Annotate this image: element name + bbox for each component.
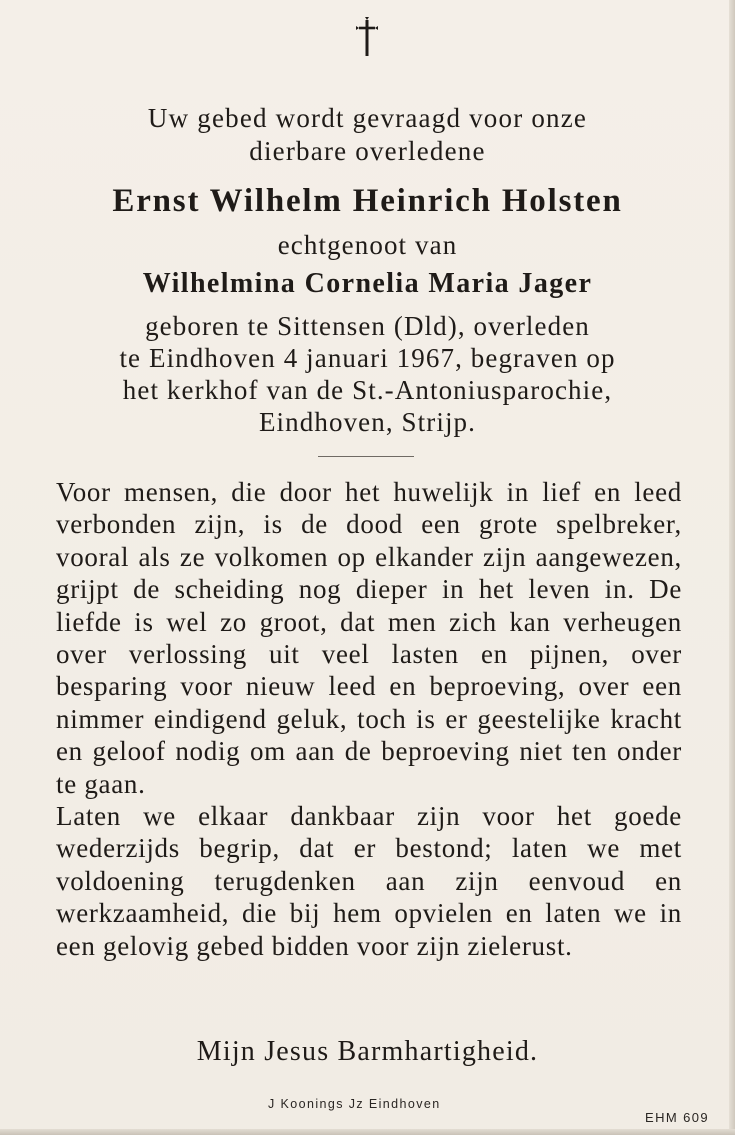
divider — [318, 456, 414, 457]
intro-line-1: Uw gebed wordt gevraagd voor onze — [147, 103, 588, 133]
printer-credit: J Koonings Jz Eindhoven — [268, 1097, 441, 1111]
deceased-name: Ernst Wilhelm Heinrich Holsten — [112, 183, 623, 219]
details-line-2: te Eindhoven 4 januari 1967, begraven op — [119, 343, 616, 373]
closing-prayer: Mijn Jesus Barmhartigheid. — [196, 1036, 539, 1067]
relation-label: echtgenoot van — [277, 230, 458, 260]
life-details — [0, 310, 735, 438]
details-line-1: geboren te Sittensen (Dld), overleden — [145, 311, 590, 341]
details-line-3: het kerkhof van de St.-Antoniusparochie, — [122, 375, 613, 405]
details-line-4: Eindhoven, Strijp. — [258, 407, 477, 437]
card-edge-right — [729, 0, 735, 1135]
card-code: EHM 609 — [645, 1110, 709, 1125]
spouse-name: Wilhelmina Cornelia Maria Jager — [142, 268, 593, 299]
intro-line-2: dierbare overledene — [249, 136, 486, 166]
meditation-paragraph-1: Voor mensen, die door het huwelijk in lief en leed verbonden zijn, is de dood een grote spelbreker, vooral als ze volkomen op elkander zijn aangewezen, grijpt de scheiding nog dieper in het leven in. De liefde is wel zo groot, dat men zich kan verheugen over verlossing uit veel lasten en pijnen, over besparing voor nieuw leed en beproeving, over een nimmer eindigend geluk, toch is er geestelijke kracht en geloof nodig om aan de beproeving niet ten onder te gaan. — [56, 477, 682, 799]
meditation-paragraph-2: Laten we elkaar dankbaar zijn voor het goede wederzijds begrip, dat er bestond; laten we met voldoening terugdenken aan zijn eenvoud en werkzaamheid, die bij hem opvielen en laten we in een gelovig gebed bidden voor zijn zielerust. — [56, 801, 682, 961]
intro-text — [0, 102, 735, 168]
card-edge-bottom — [0, 1129, 735, 1135]
meditation-text — [56, 476, 682, 962]
cross-icon — [352, 16, 382, 58]
